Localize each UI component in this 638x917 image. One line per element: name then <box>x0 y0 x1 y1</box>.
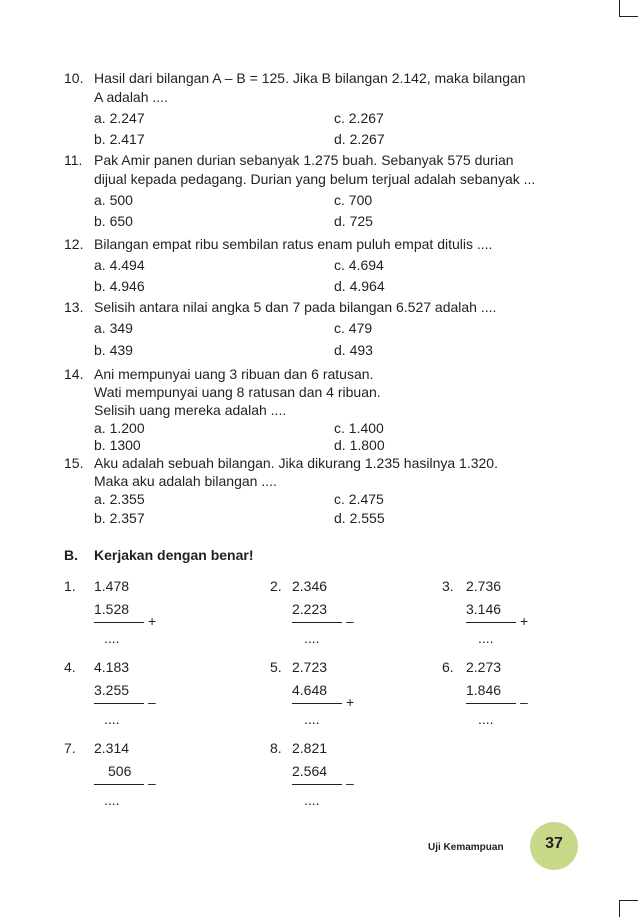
option-c: c. 1.400 <box>334 420 384 436</box>
problem-3-number: 3. <box>442 578 454 594</box>
option-d: d. 493 <box>334 342 373 358</box>
option-d: d. 2.555 <box>334 510 385 526</box>
answer-line <box>94 622 144 623</box>
problem-4-operator <box>94 693 156 711</box>
answer-line <box>292 784 342 785</box>
question-11-text: dijual kepada pedagang. Durian yang belum terjual adalah sebanyak ... <box>94 171 536 187</box>
problem-2-number: 2. <box>270 578 282 594</box>
question-15-text: Maka aku adalah bilangan .... <box>94 473 277 489</box>
answer-line <box>94 703 144 704</box>
problem-8-top: 2.821 <box>292 740 328 756</box>
option-b: b. 1300 <box>94 437 141 453</box>
problem-1-operator <box>94 612 156 630</box>
answer-line <box>292 622 342 623</box>
option-d: d. 725 <box>334 213 373 229</box>
problem-7-bottom: 506 <box>108 763 132 779</box>
option-a: a. 4.494 <box>94 257 145 273</box>
option-b: b. 2.357 <box>94 510 145 526</box>
operator-sign: + <box>346 694 355 710</box>
question-12-number: 12. <box>64 236 84 252</box>
problem-8-number: 8. <box>270 740 282 756</box>
problem-3-top: 2.736 <box>466 578 502 594</box>
question-14-text: Ani mempunyai uang 3 ribuan dan 6 ratusan. <box>94 366 374 382</box>
page-number: 37 <box>545 835 563 852</box>
footer-chapter-label: Uji Kemampuan <box>428 842 504 853</box>
problem-2-result: .... <box>304 630 320 646</box>
problem-3-result: .... <box>478 630 494 646</box>
option-a: a. 2.355 <box>94 491 145 507</box>
option-a: a. 1.200 <box>94 420 145 436</box>
option-c: c. 700 <box>334 192 373 208</box>
option-d: d. 2.267 <box>334 131 385 147</box>
option-c: c. 2.475 <box>334 491 384 507</box>
problem-1-bottom: 1.528 <box>94 601 130 617</box>
problem-6-result: .... <box>478 711 494 727</box>
answer-line <box>292 703 342 704</box>
problem-7-number: 7. <box>64 740 76 756</box>
crop-mark-top-right-h <box>619 16 638 17</box>
question-15-text: Aku adalah sebuah bilangan. Jika dikurang 1.235 hasilnya 1.320. <box>94 455 498 471</box>
operator-sign: – <box>520 694 528 710</box>
problem-8-bottom: 2.564 <box>292 763 328 779</box>
question-14-text: Wati mempunyai uang 8 ratusan dan 4 ribuan. <box>94 384 381 400</box>
question-14-text: Selisih uang mereka adalah .... <box>94 402 287 418</box>
section-b-title: Kerjakan dengan benar! <box>94 547 254 563</box>
section-b-label: B. <box>64 547 78 563</box>
problem-4-number: 4. <box>64 659 76 675</box>
problem-1-number: 1. <box>64 578 76 594</box>
question-11-number: 11. <box>64 152 83 168</box>
question-13-number: 13. <box>64 299 84 315</box>
problem-7-top: 2.314 <box>94 740 130 756</box>
question-14-number: 14. <box>64 366 84 382</box>
problem-2-bottom: 2.223 <box>292 601 328 617</box>
problem-1-result: .... <box>104 630 120 646</box>
option-c: c. 4.694 <box>334 257 384 273</box>
problem-5-operator <box>292 693 354 711</box>
option-c: c. 479 <box>334 320 373 336</box>
question-10-number: 10. <box>64 70 84 86</box>
problem-6-number: 6. <box>442 659 454 675</box>
problem-2-operator <box>292 612 354 630</box>
option-b: b. 4.946 <box>94 278 145 294</box>
problem-6-top: 2.273 <box>466 659 502 675</box>
option-d: d. 1.800 <box>334 437 385 453</box>
problem-8-operator <box>292 774 354 792</box>
question-10-text: A adalah .... <box>94 89 168 105</box>
question-12-text: Bilangan empat ribu sembilan ratus enam puluh empat ditulis .... <box>94 236 493 252</box>
crop-mark-bottom-right-v <box>619 900 620 917</box>
problem-4-top: 4.183 <box>94 659 130 675</box>
problem-6-bottom: 1.846 <box>466 682 502 698</box>
problem-5-top: 2.723 <box>292 659 328 675</box>
operator-sign: + <box>520 613 529 629</box>
option-d: d. 4.964 <box>334 278 385 294</box>
option-a: a. 500 <box>94 192 133 208</box>
crop-mark-bottom-right-h <box>619 900 638 901</box>
option-a: a. 2.247 <box>94 110 145 126</box>
option-b: b. 439 <box>94 342 133 358</box>
operator-sign: – <box>346 775 354 791</box>
question-11-text: Pak Amir panen durian sebanyak 1.275 buah. Sebanyak 575 durian <box>94 152 514 168</box>
problem-2-top: 2.346 <box>292 578 328 594</box>
problem-5-number: 5. <box>270 659 282 675</box>
option-b: b. 2.417 <box>94 131 145 147</box>
question-15-number: 15. <box>64 455 84 471</box>
option-b: b. 650 <box>94 213 133 229</box>
problem-5-result: .... <box>304 711 320 727</box>
problem-7-result: .... <box>104 792 120 808</box>
question-13-text: Selisih antara nilai angka 5 dan 7 pada bilangan 6.527 adalah .... <box>94 299 497 315</box>
answer-line <box>466 622 516 623</box>
problem-4-bottom: 3.255 <box>94 682 130 698</box>
problem-8-result: .... <box>304 792 320 808</box>
problem-3-bottom: 3.146 <box>466 601 502 617</box>
question-10-text: Hasil dari bilangan A – B = 125. Jika B bilangan 2.142, maka bilangan <box>94 70 526 86</box>
problem-6-operator <box>466 693 528 711</box>
problem-5-bottom: 4.648 <box>292 682 328 698</box>
crop-mark-top-right-v <box>619 0 620 16</box>
option-c: c. 2.267 <box>334 110 384 126</box>
problem-4-result: .... <box>104 711 120 727</box>
answer-line <box>94 784 144 785</box>
operator-sign: + <box>148 613 157 629</box>
operator-sign: – <box>346 613 354 629</box>
option-a: a. 349 <box>94 320 133 336</box>
problem-7-operator <box>94 774 156 792</box>
operator-sign: – <box>148 694 156 710</box>
operator-sign: – <box>148 775 156 791</box>
problem-1-top: 1.478 <box>94 578 130 594</box>
problem-3-operator <box>466 612 528 630</box>
answer-line <box>466 703 516 704</box>
